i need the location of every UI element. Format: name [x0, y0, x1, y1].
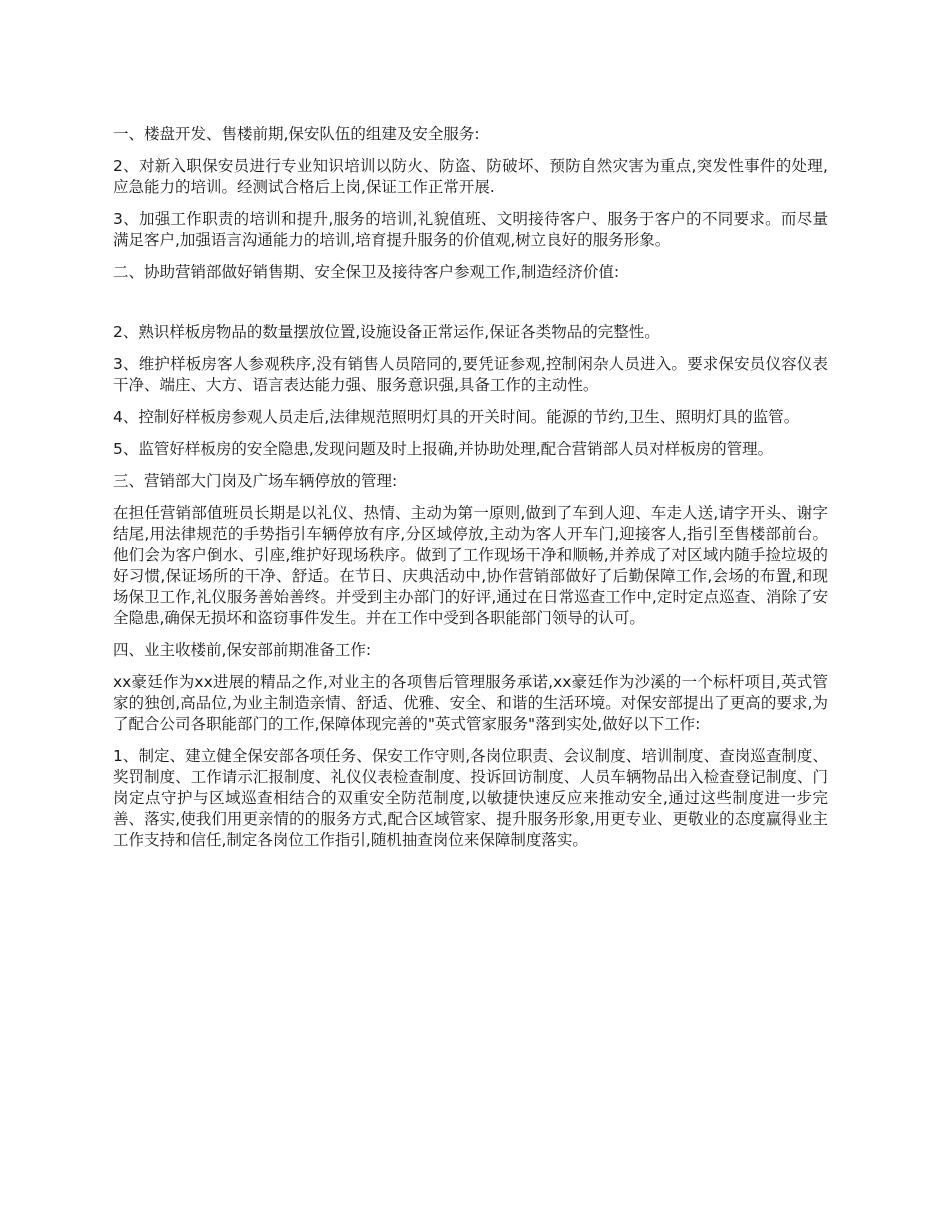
document-page: [113, 124, 828, 862]
paragraph: 3、维护样板房客人参观秩序,没有销售人员陪同的,要凭证参观,控制闲杂人员进入。要求保安员仪容仪表干净、端庄、大方、语言表达能力强、服务意识强,具备工作的主动性。: [113, 355, 828, 394]
blank-gap: [113, 294, 828, 322]
paragraph: 在担任营销部值班员长期是以礼仪、热情、主动为第一原则,做到了车到人迎、车走人送,请字开头、谢字结尾,用法律规范的手势指引车辆停放有序,分区域停放,主动为客人开车门,迎接客人,指引至售楼部前台。他们会为客户倒水、引座,维护好现场秩序。做到了工作现场干净和顺畅,并养成了对区域内随手捡垃圾的好习惯,保证场所的干净、舒适。在节日、庆典活动中,协作营销部做好了后勤保障工作,会场的布置,和现场保卫工作,礼仪服务善始善终。并受到主办部门的好评,通过在日常巡查工作中,定时定点巡查、消除了安全隐患,确保无损坏和盗窃事件发生。并在工作中受到各职能部门领导的认可。: [113, 504, 828, 627]
section-heading-4: 四、业主收楼前,保安部前期准备工作:: [113, 641, 372, 659]
paragraph: 1、制定、建立健全保安部各项任务、保安工作守则,各岗位职责、会议制度、培训制度、查岗巡查制度、奖罚制度、工作请示汇报制度、礼仪仪表检查制度、投诉回访制度、人员车辆物品出入检查登记制度、门岗定点守护与区域巡查相结合的双重安全防范制度,以敏捷快速反应来推动安全,通过这些制度进一步完善、落实,使我们用更亲情的的服务方式,配合区域管家、提升服务形象,用更专业、更敬业的态度赢得业主工作支持和信任,制定各岗位工作指引,随机抽查岗位来保障制度落实。: [113, 747, 828, 849]
paragraph: 2、对新入职保安员进行专业知识培训以防火、防盗、防破坏、预防自然灾害为重点,突发性事件的处理,应急能力的培训。经测试合格后上岗,保证工作正常开展.: [113, 157, 828, 196]
paragraph: xx豪廷作为xx进展的精品之作,对业主的各项售后管理服务承诺,xx豪廷作为沙溪的一个标杆项目,英式管家的独创,高品位,为业主制造亲情、舒适、优雅、安全、和谐的生活环境。对保安部提出了更高的要求,为了配合公司各职能部门的工作,保障体现完善的"英式管家服务"落到实处,做好以下工作:: [113, 673, 828, 733]
section-heading-3: 三、营销部大门岗及广场车辆停放的管理:: [113, 472, 398, 490]
section-heading-2: 二、协助营销部做好销售期、安全保卫及接待客户参观工作,制造经济价值:: [113, 263, 620, 281]
paragraph: 3、加强工作职责的培训和提升,服务的培训,礼貌值班、文明接待客户、服务于客户的不同要求。而尽量满足客户,加强语言沟通能力的培训,培育提升服务的价值观,树立良好的服务形象。: [113, 210, 828, 249]
paragraph: 4、控制好样板房参观人员走后,法律规范照明灯具的开关时间。能源的节约,卫生、照明灯具的监管。: [113, 408, 800, 426]
paragraph: 2、熟识样板房物品的数量摆放位置,设施设备正常运作,保证各类物品的完整性。: [113, 323, 660, 341]
section-heading-1: 一、楼盘开发、售楼前期,保安队伍的组建及安全服务:: [113, 125, 480, 143]
paragraph: 5、监管好样板房的安全隐患,发现问题及时上报确,并协助处理,配合营销部人员对样板房的管理。: [113, 440, 774, 458]
